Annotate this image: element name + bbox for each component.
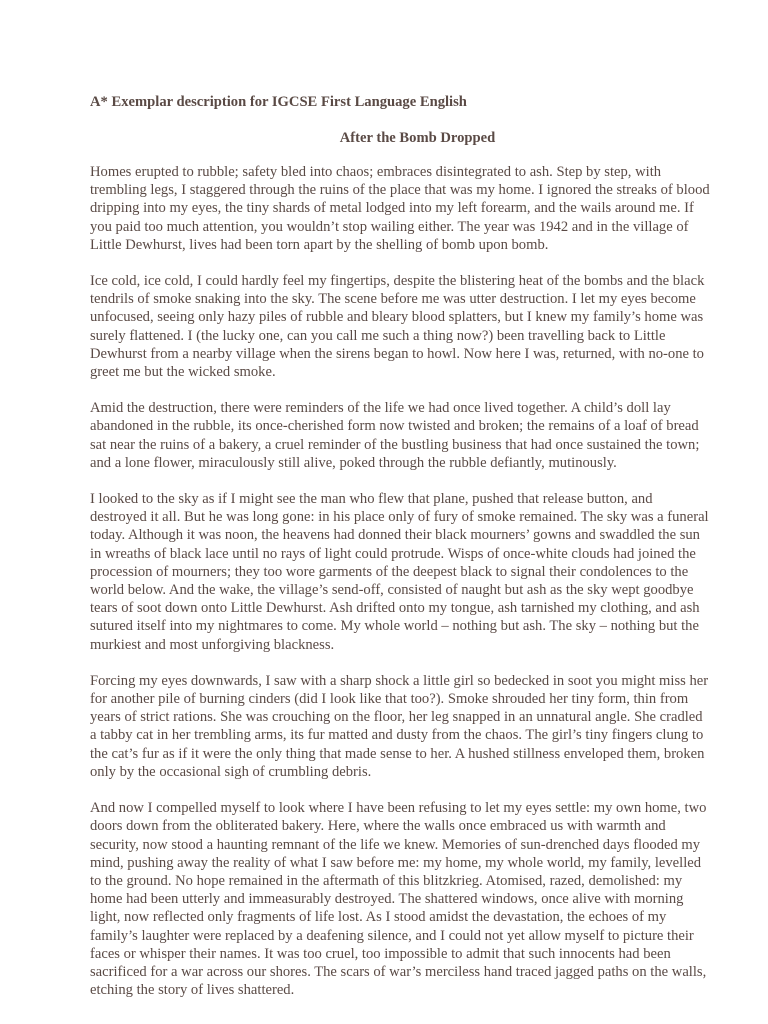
paragraph-line: sacrificed for a war across our shores. The scars of war’s merciless hand traced jagged paths on the walls, <box>90 963 707 980</box>
paragraph-line: mind, pushing away the reality of what I saw before me: my home, my whole world, my family, levelled <box>90 854 702 871</box>
paragraph-line: a tabby cat in her trembling arms, its fur matted and dusty from the chaos. The girl’s tiny fingers clung to <box>90 727 704 744</box>
paragraph-line: faces or whisper their names. It was too cruel, too impossible to admit that such innocents had been <box>90 945 671 962</box>
paragraph-line: dripping into my eyes, the tiny shards of metal lodged into my left forearm, and the wails around me. If <box>90 200 694 217</box>
paragraph-line: Amid the destruction, there were reminders of the life we had once lived together. A child’s doll lay <box>90 400 671 417</box>
paragraph-line: security, now stood a haunting remnant of the life we knew. Memories of sun-drenched days flooded my <box>90 836 701 853</box>
paragraph-line: years of strict rations. She was crouching on the floor, her leg snapped in an unnatural angle. She cradled <box>90 709 703 726</box>
paragraph-line: world below. And the wake, the village’s send-off, consisted of naught but ash as the sky wept goodbye <box>90 582 694 599</box>
paragraph-line: only by the occasional sigh of crumbling debris. <box>90 763 372 780</box>
paragraph-line: murkiest and most unforgiving blackness. <box>90 636 335 653</box>
paragraph-line: the cat’s fur as if it were the only thing that made sense to her. A hushed stillness enveloped them, broken <box>90 745 705 762</box>
paragraph-line: sutured itself into my nightmares to come. My whole world – nothing but ash. The sky – nothing but the <box>90 618 699 635</box>
document-title: A* Exemplar description for IGCSE First Language English <box>90 94 467 110</box>
document-subtitle: After the Bomb Dropped <box>339 130 496 146</box>
paragraph <box>90 672 709 781</box>
paragraph-line: Homes erupted to rubble; safety bled into chaos; embraces disintegrated to ash. Step by step, with <box>90 164 662 180</box>
paragraph-line: sat near the ruins of a bakery, a cruel reminder of the bustling business that had once sustained the town; <box>90 436 700 453</box>
paragraph-line: tendrils of smoke snaking into the sky. The scene before me was utter destruction. I let my eyes become <box>90 291 696 308</box>
paragraph-line: etching the story of lives shattered. <box>90 982 295 999</box>
paragraph-line: destroyed it all. But he was long gone: in his place only of fury of smoke remained. The sky was a funeral <box>90 509 709 526</box>
paragraph-line: trembling legs, I staggered through the ruins of the place that was my home. I ignored the streaks of blood <box>90 182 710 199</box>
paragraph-line: And now I compelled myself to look where I have been refusing to let my eyes settle: my own home, two <box>90 800 707 817</box>
paragraph-line: home had been utterly and immeasurably destroyed. The shattered windows, once alive with morning <box>90 891 684 908</box>
paragraph-line: and a lone flower, miraculously still alive, poked through the rubble defiantly, mutinously. <box>90 454 617 471</box>
paragraph-line: light, now reflected only fragments of life lost. As I stood amidst the devastation, the echoes of my <box>90 909 667 926</box>
paragraph-line: for another pile of burning cinders (did I look like that too?). Smoke shrouded her tiny form, thin from <box>90 691 689 708</box>
paragraph <box>90 163 710 254</box>
paragraph-line: Dewhurst from a nearby village when the sirens began to howl. Now here I was, returned, with no-one to <box>90 345 704 362</box>
paragraph-line: I looked to the sky as if I might see the man who flew that plane, pushed that release button, and <box>90 491 653 508</box>
paragraph <box>90 272 705 381</box>
paragraph-line: greet me but the wicked smoke. <box>90 364 276 381</box>
paragraph-line: surely flattened. I (the lucky one, can you call me such a thing now?) been travelling back to Little <box>90 327 666 344</box>
paragraph-line: doors down from the obliterated bakery. Here, where the walls once embraced us with warmth and <box>90 818 666 835</box>
paragraph-line: in wreaths of black lace until no rays of light could protrude. Wisps of once-white clouds had joined the <box>90 545 696 562</box>
paragraph-line: Ice cold, ice cold, I could hardly feel my fingertips, despite the blistering heat of the bombs and the black <box>90 273 705 290</box>
paragraph-line: tears of soot down onto Little Dewhurst. Ash drifted onto my tongue, ash tarnished my clothing, and ash <box>90 600 700 617</box>
paragraph-line: abandoned in the rubble, its once-cherished form now twisted and broken; the remains of a loaf of bread <box>90 418 699 435</box>
paragraph-line: Forcing my eyes downwards, I saw with a sharp shock a little girl so bedecked in soot you might miss her <box>90 672 709 689</box>
paragraph <box>90 399 700 472</box>
paragraph-line: you paid too much attention, you wouldn’t stop wailing either. The year was 1942 and in the village of <box>90 218 689 235</box>
paragraph-line: to the ground. No hope remained in the aftermath of this blitzkrieg. Atomised, razed, demolished: my <box>90 872 683 889</box>
paragraph-line: procession of mourners; they too wore garments of the deepest black to signal their condolences to the <box>90 563 689 580</box>
paragraph-line: family’s laughter were replaced by a deafening silence, and I could not yet allow myself to picture their <box>90 927 694 944</box>
paragraph <box>90 799 707 999</box>
paragraph-line: unfocused, seeing only hazy piles of rubble and bleary blood splatters, but I knew my family’s home was <box>90 309 704 326</box>
paragraph-line: Little Dewhurst, lives had been torn apart by the shelling of bomb upon bomb. <box>90 236 549 253</box>
paragraph <box>90 490 709 654</box>
paragraph-line: today. Although it was noon, the heavens had donned their black mourners’ gowns and swaddled the sun <box>90 527 700 544</box>
document-body <box>90 163 710 1017</box>
